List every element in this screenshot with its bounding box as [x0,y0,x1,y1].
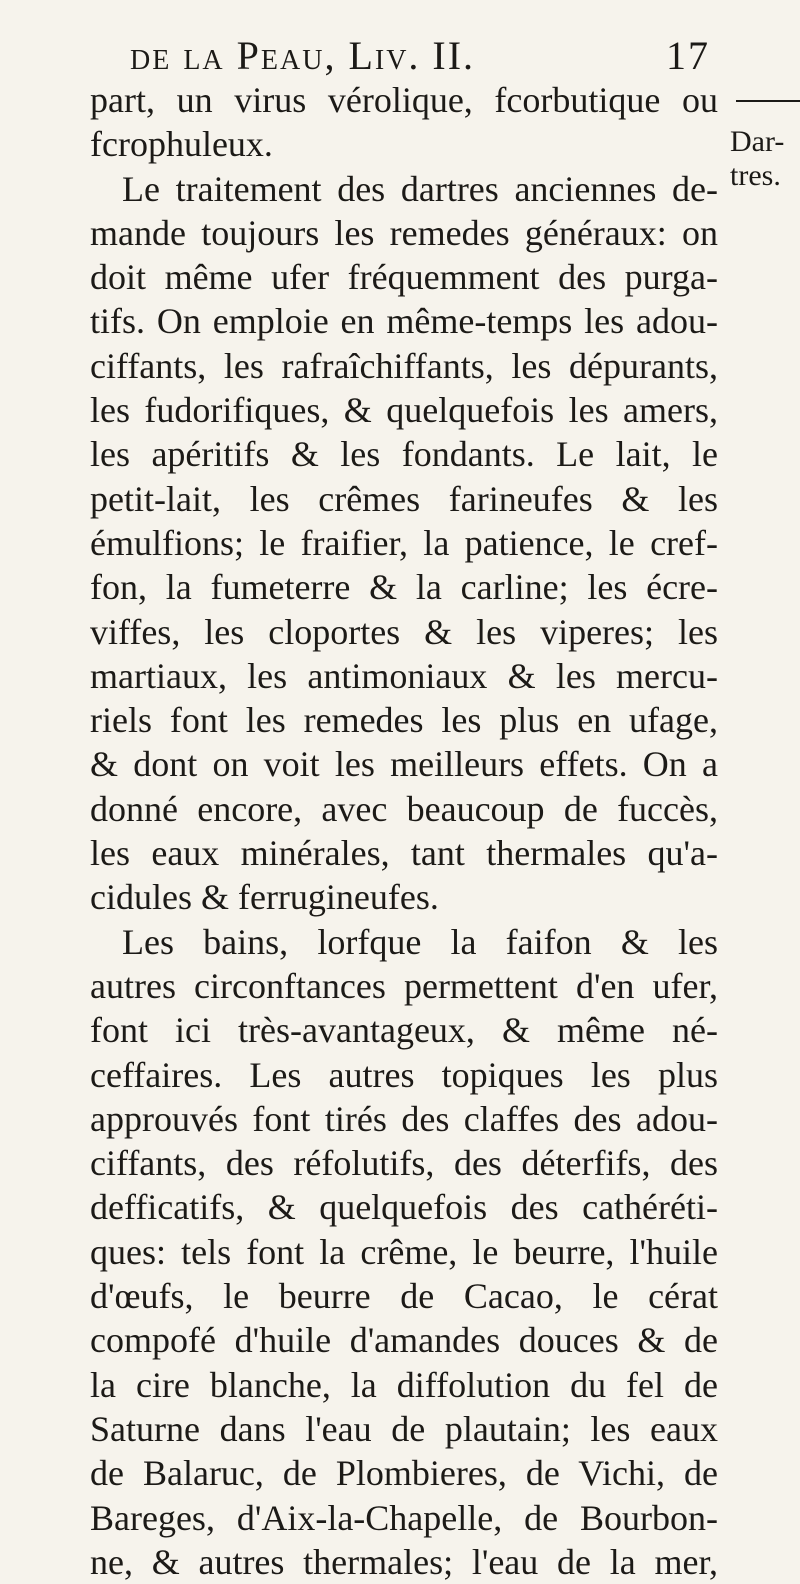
page-number: 17 [666,33,710,78]
text-line: riels font les remedes les plus en ufage, [90,700,718,741]
text-line: tifs. On emploie en même-temps les adou- [90,301,718,342]
text-line: ceffaires. Les autres topiques les plus [90,1054,718,1095]
text-line: cidules & ferrugineufes. [90,877,439,918]
body-text [90,78,718,1584]
text-line: les eaux minérales, tant thermales qu'a- [90,833,718,874]
text-line: les fudorifiques, & quelquefois les amers, [90,390,718,431]
text-line: ne, & autres thermales; l'eau de la mer, [90,1541,718,1582]
page-header [130,32,710,80]
text-line: ciffants, les rafraîchiffants, les dépurants, [90,345,718,386]
text-line: & dont on voit les meilleurs effets. On a [90,744,718,785]
text-line: d'œufs, le beurre de Cacao, le cérat [90,1276,718,1317]
text-line: compofé d'huile d'amandes douces & de [90,1320,718,1361]
margin-note-line-2: tres. [730,159,781,192]
text-line: autres circonftances permettent d'en ufer, [90,965,718,1006]
text-line: petit-lait, les crêmes farineufes & les [90,478,718,519]
text-line: doit même ufer fréquemment des purga- [90,257,718,298]
text-line: Bareges, d'Aix-la-Chapelle, de Bourbon- [90,1497,718,1538]
text-line: fcrophuleux. [90,124,273,165]
text-line: ques: tels font la crême, le beurre, l'huile [90,1231,718,1272]
text-line: donné encore, avec beaucoup de fuccès, [90,788,718,829]
text-line: viffes, les cloportes & les viperes; les [90,611,718,652]
text-line: martiaux, les antimoniaux & les mercu- [90,655,718,696]
text-line: de Balaruc, de Plombieres, de Vichi, de [90,1453,718,1494]
text-line: part, un virus vérolique, fcorbutique ou [90,80,718,120]
margin-note-line-1: Dar- [730,125,785,158]
text-line: font ici très-avantageux, & même né- [90,1010,718,1051]
text-line: Le traitement des dartres anciennes de- [122,168,718,209]
text-line: fon, la fumeterre & la carline; les écre- [90,567,718,608]
running-title: de la Peau, Liv. II. [130,33,476,78]
text-line: approuvés font tirés des claffes des adou- [90,1098,718,1139]
text-line: la cire blanche, la diffolution du fel de [90,1364,718,1405]
text-line: ciffants, des réfolutifs, des déterfifs, des [90,1143,718,1184]
text-line: Saturne dans l'eau de plautain; les eaux [90,1408,718,1449]
margin-rule [736,100,800,102]
text-line: mande toujours les remedes généraux: on [90,212,718,253]
text-line: Les bains, lorfque la faifon & les [122,921,718,962]
text-line: émulfions; le fraifier, la patience, le cref- [90,522,718,563]
text-line: les apéritifs & les fondants. Le lait, le [90,434,718,475]
text-line: defficatifs, & quelquefois des cathéréti- [90,1187,718,1228]
